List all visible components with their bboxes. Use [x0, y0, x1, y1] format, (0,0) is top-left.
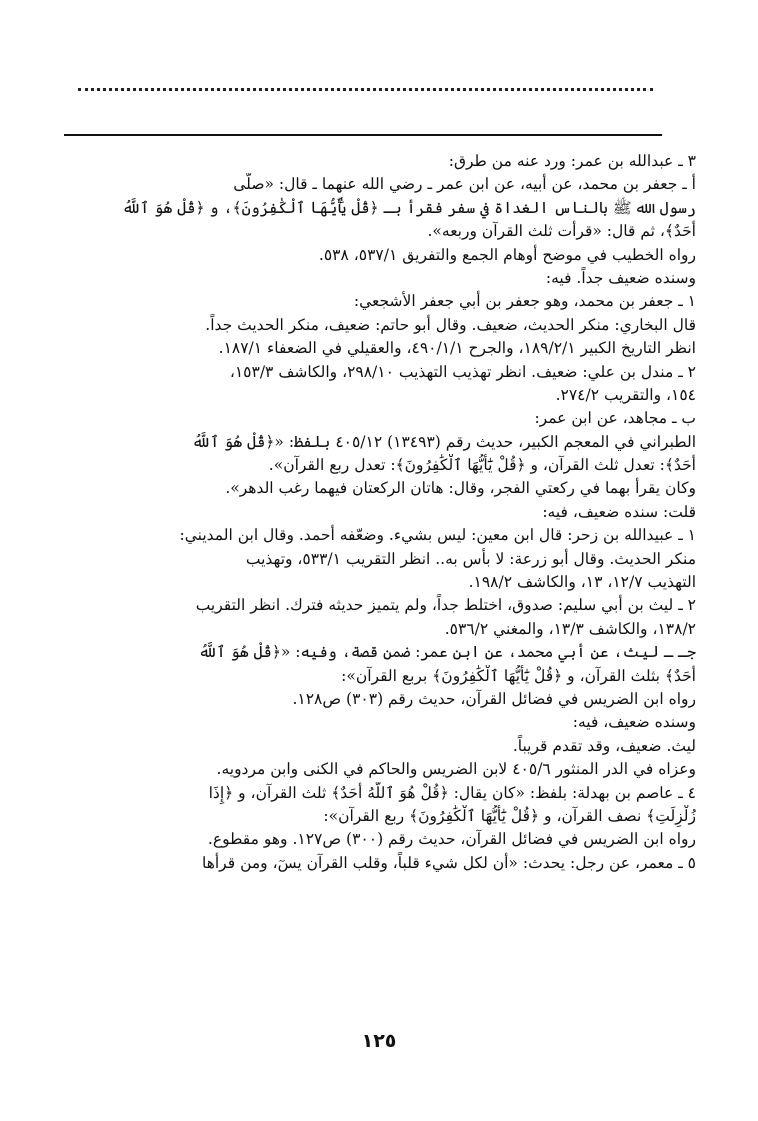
- text-line: ٢ ـ مندل بن علي: ضعيف. انظر تهذيب التهذيب ٢٩٨/١٠، والكاشف ١٥٣/٣،: [229, 362, 696, 381]
- text-line: جـ ـ ليث، عن أبي محمد، عن ابن عمر: ضمن قصة، وفيه: «﴿قُلْ هُوَ ٱللَّهُ: [198, 643, 696, 662]
- text-line: منكر الحديث. وقال أبو زرعة: لا بأس به.. انظر التقريب ٥٣٣/١، وتهذيب: [245, 549, 696, 568]
- page-number: ١٢٥: [361, 1030, 397, 1052]
- horizontal-rule: [64, 134, 662, 136]
- text-line: ٢ ـ ليث بن أبي سليم: صدوق، اختلط جداً، ولم يتميز حديثه فترك. انظر التقريب: [195, 596, 696, 615]
- text-line: أَحَدٌ﴾: تعدل ثلث القرآن، و ﴿قُلْ يَٰٓأَيُّهَا ٱلْكَٰفِرُونَ﴾: تعدل ربع القرآن».: [268, 456, 696, 475]
- text-line: وكان يقرأ بهما في ركعتي الفجر، وقال: هاتان الركعتان فيهما رغب الدهر».: [225, 479, 696, 498]
- text-line: ليث. ضعيف، وقد تقدم قريباً.: [512, 736, 696, 755]
- dotted-separator: [78, 88, 653, 91]
- text-line: ١ ـ جعفر بن محمد، وهو جعفر بن أبي جعفر الأشجعي:: [353, 292, 696, 311]
- text-line: أَحَدٌ﴾، ثم قال: «قرأت ثلث القرآن وربعه».: [427, 222, 696, 241]
- text-line: التهذيب ١٢/٧، ١٣، والكاشف ١٩٨/٢.: [468, 573, 696, 592]
- text-line: ٣ ـ عبدالله بن عمر: ورد عنه من طرق:: [448, 152, 696, 170]
- text-line: انظر التاريخ الكبير ١٨٩/٢/١، والجرح ٤٩٠/١/١، والعقيلي في الضعفاء ١٨٧/١.: [218, 339, 696, 358]
- text-line: وعزاه في الدر المنثور ٤٠٥/٦ لابن الضريس والحاكم في الكنى وابن مردويه.: [216, 760, 696, 779]
- text-line: رواه ابن الضريس في فضائل القرآن، حديث رقم (٣٠٣) ص١٢٨.: [292, 689, 696, 708]
- text-line: ١٣٨/٢، والكاشف ١٣/٣، والمغني ٥٣٦/٢.: [444, 619, 696, 638]
- text-line: أَحَدٌ﴾ بثلث القرآن، و ﴿قُلْ يَٰٓأَيُّهَا ٱلْكَٰفِرُونَ﴾ بربع القرآن»:: [341, 666, 696, 685]
- page-body: [66, 150, 696, 875]
- text-line: أ ـ جعفر بن محمد، عن أبيه، عن ابن عمر ـ رضي الله عنهما ـ قال: «صلّى: [233, 175, 696, 194]
- text-line: قال البخاري: منكر الحديث، ضعيف. وقال أبو حاتم: ضعيف، منكر الحديث جداً.: [205, 315, 696, 334]
- text-line: الطبراني في المعجم الكبير، حديث رقم (١٣٤٩٣) ٤٠٥/١٢ بلفظ: «﴿قُلْ هُوَ ٱللَّهُ: [191, 432, 696, 451]
- text-line: رواه الخطيب في موضح أوهام الجمع والتفريق ٥٣٧/١، ٥٣٨.: [318, 245, 696, 264]
- text-line: زُلْزِلَتِ﴾ نصف القرآن، و ﴿قُلْ يَٰٓأَيُّهَا ٱلْكَٰفِرُونَ﴾ ربع القرآن»:: [323, 806, 696, 825]
- text-line: رواه ابن الضريس في فضائل القرآن، حديث رقم (٣٠٠) ص١٢٧. وهو مقطوع.: [207, 830, 696, 849]
- text-line: ٥ ـ معمر، عن رجل: يحدث: «أن لكل شيء قلباً، وقلب القرآن يسٓ، ومن قرأها: [201, 853, 696, 872]
- text-line: قلت: سنده ضعيف، فيه:: [542, 502, 696, 521]
- text-line: ١٥٤، والتقريب ٢٧٤/٢.: [555, 385, 696, 404]
- text-line: ب ـ مجاهد، عن ابن عمر:: [534, 409, 696, 428]
- text-line: ١ ـ عبيدالله بن زحر: قال ابن معين: ليس بشيء. وضعّفه أحمد. وقال ابن المديني:: [179, 526, 696, 545]
- text-line: رسول الله ﷺ بالناس الغداة في سفر فقرأ بـ ﴿قُلْ يَٰٓأَيُّهَا ٱلْكَٰفِرُونَ﴾، و ﴿قُلْ هُوَ ٱللَّهُ: [122, 198, 696, 217]
- text-line: ٤ ـ عاصم بن بهدلة: بلفظ: «كان يقال: ﴿قُلْ هُوَ ٱللَّهُ أَحَدٌ﴾ ثلث القرآن، و ﴿إِذَا: [208, 783, 696, 802]
- text-line: وسنده ضعيف جداً. فيه:: [545, 268, 696, 287]
- text-line: وسنده ضعيف، فيه:: [572, 713, 696, 732]
